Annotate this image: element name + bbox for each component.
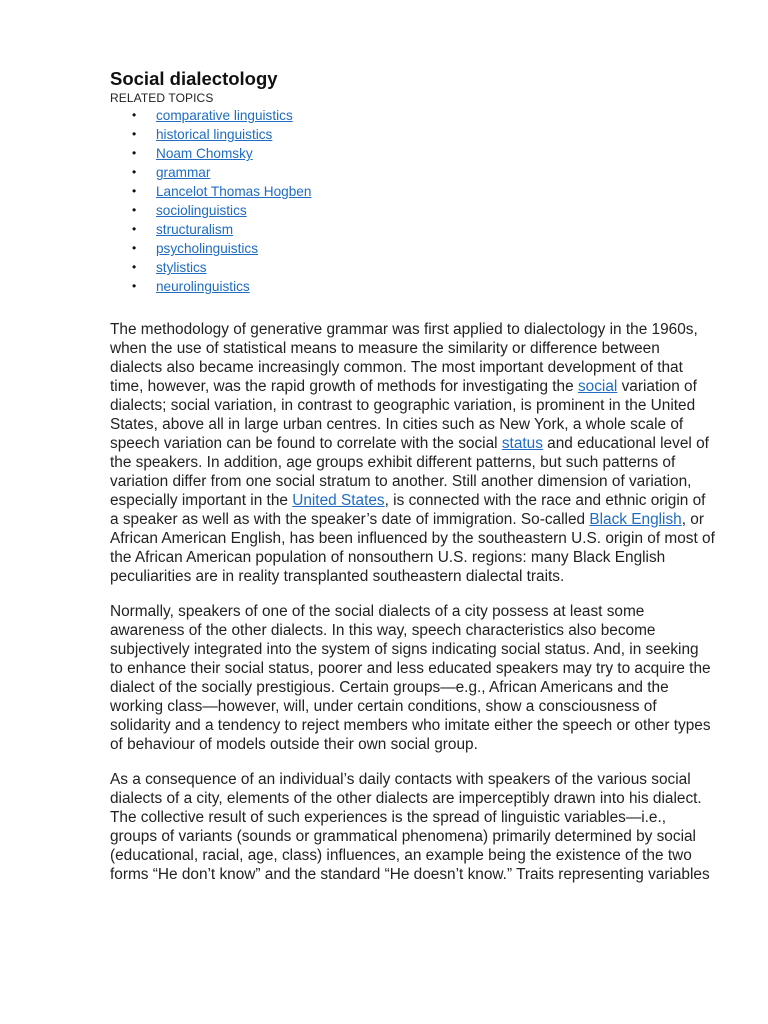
paragraph-text: The methodology of generative grammar was first applied to dialectology in the 1960s, when the use of statistical means to measure the similarity or difference between dialects also became increasingly common. The most important development of that time, however, was the rapid growth of methods for investigating the — [110, 321, 698, 395]
paragraph-text: , or African American English, has been influenced by the southeastern U.S. origin of most of the African American population of nonsouthern U.S. regions: many Black English peculiarities are in reality transplanted southeastern dialectal traits. — [110, 511, 715, 585]
list-item — [110, 220, 715, 239]
inline-link-black-english[interactable]: Black English — [589, 511, 682, 528]
topic-link-stylistics[interactable]: stylistics — [156, 260, 207, 275]
paragraph-text: and educational level of the speakers. In addition, age groups exhibit different patterns, but such patterns of variation differ from one social stratum to another. Still another dimension of variation, especially important in the — [110, 435, 709, 509]
list-item — [110, 239, 715, 258]
bullet-icon: • — [132, 260, 137, 274]
bullet-icon: • — [132, 184, 137, 198]
topic-link-historical-linguistics[interactable]: historical linguistics — [156, 127, 273, 142]
list-item — [110, 182, 715, 201]
body-paragraph-1 — [110, 320, 715, 586]
bullet-icon: • — [132, 279, 137, 293]
bullet-icon: • — [132, 146, 137, 160]
topic-link-noam-chomsky[interactable]: Noam Chomsky — [156, 146, 253, 161]
topic-link-comparative-linguistics[interactable]: comparative linguistics — [156, 108, 293, 123]
related-topics-label: RELATED TOPICS — [110, 91, 214, 105]
paragraph-text: , is connected with the race and ethnic origin of a speaker as well as with the speaker’s date of immigration. So-called — [110, 492, 706, 528]
topic-link-lancelot-thomas-hogben[interactable]: Lancelot Thomas Hogben — [156, 184, 312, 199]
list-item — [110, 277, 715, 296]
bullet-icon: • — [132, 108, 137, 122]
paragraph-text: variation of dialects; social variation, in contrast to geographic variation, is prominent in the United States, above all in large urban centres. In cities such as New York, a whole scale of speech variation can be found to correlate with the social — [110, 378, 697, 452]
topic-link-psycholinguistics[interactable]: psycholinguistics — [156, 241, 258, 256]
document-page — [110, 68, 715, 884]
list-item — [110, 163, 715, 182]
page-title: Social dialectology — [110, 68, 278, 89]
list-item — [110, 258, 715, 277]
topic-link-structuralism[interactable]: structuralism — [156, 222, 234, 237]
bullet-icon: • — [132, 165, 137, 179]
body-paragraph-2: Normally, speakers of one of the social dialects of a city possess at least some awareness of the other dialects. In this way, speech characteristics also become subjectively integrated into the system of signs indicating social status. And, in seeking to enhance their social status, poorer and less educated speakers may try to acquire the dialect of the socially prestigious. Certain groups—e.g., African Americans and the working class—however, will, under certain conditions, show a consciousness of solidarity and a tendency to reject members who imitate either the speech or other types of behaviour of models outside their own social group. — [110, 603, 711, 753]
topic-link-grammar[interactable]: grammar — [156, 165, 211, 180]
list-item — [110, 125, 715, 144]
body-paragraph-3: As a consequence of an individual’s daily contacts with speakers of the various social dialects of a city, elements of the other dialects are imperceptibly drawn into his dialect. The collective result of such experiences is the spread of linguistic variables—i.e., groups of variants (sounds or grammatical phenomena) primarily determined by social (educational, racial, age, class) influences, an example being the existence of the two forms “He don’t know” and the standard “He doesn’t know.” Traits representing variables — [110, 771, 710, 883]
list-item — [110, 144, 715, 163]
topic-link-sociolinguistics[interactable]: sociolinguistics — [156, 203, 247, 218]
inline-link-status[interactable]: status — [501, 435, 543, 452]
list-item — [110, 106, 715, 125]
inline-link-social[interactable]: social — [577, 378, 618, 395]
bullet-icon: • — [132, 222, 137, 236]
topic-link-neurolinguistics[interactable]: neurolinguistics — [156, 279, 250, 294]
bullet-icon: • — [132, 127, 137, 141]
inline-link-united-states[interactable]: United States — [292, 492, 385, 509]
bullet-icon: • — [132, 203, 137, 217]
related-topics-list — [110, 106, 715, 296]
list-item — [110, 201, 715, 220]
bullet-icon: • — [132, 241, 137, 255]
